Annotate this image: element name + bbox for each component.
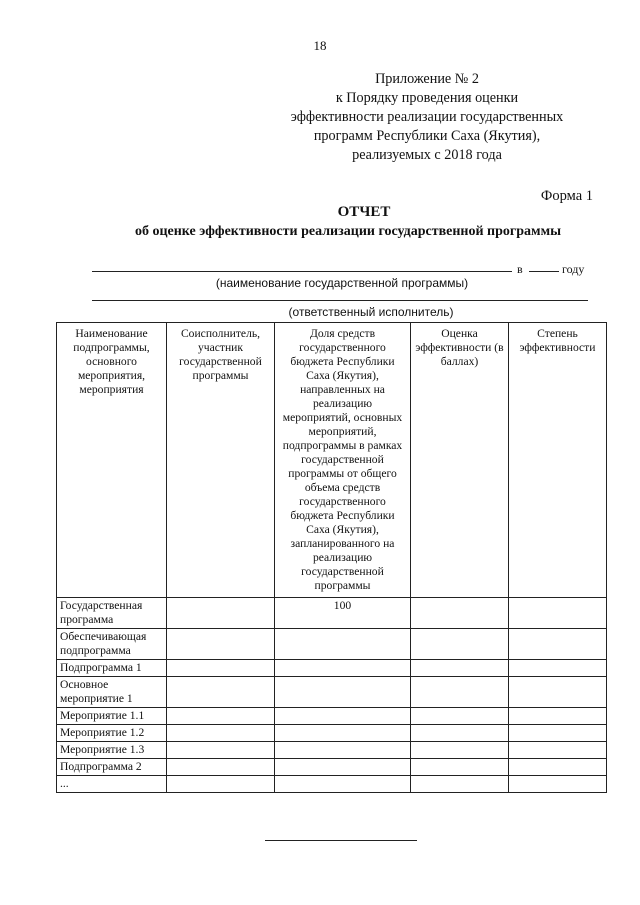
table-row — [57, 598, 607, 629]
report-title: ОТЧЕТ — [337, 204, 391, 220]
row-budget-share — [275, 629, 411, 660]
row-coexecutor — [167, 742, 275, 759]
year-blank — [529, 271, 559, 272]
row-coexecutor — [167, 629, 275, 660]
evaluation-table — [56, 322, 607, 793]
appendix-line: реализуемых с 2018 года — [352, 147, 502, 163]
program-name-blank — [92, 271, 512, 272]
row-name: Мероприятие 1.3 — [57, 742, 167, 759]
row-efficiency-degree — [509, 742, 607, 759]
report-subtitle: об оценке эффективности реализации государственной программы — [134, 224, 562, 239]
appendix-line: эффективности реализации государственных — [290, 109, 564, 125]
row-efficiency-degree — [509, 725, 607, 742]
row-budget-share — [275, 759, 411, 776]
program-name-caption: (наименование государственной программы) — [215, 276, 469, 290]
table-row — [57, 759, 607, 776]
table-row — [57, 660, 607, 677]
year-word: году — [562, 262, 585, 276]
header-score: Оценка эффективности (в баллах) — [411, 323, 509, 598]
row-efficiency-degree — [509, 708, 607, 725]
table-row — [57, 629, 607, 660]
row-score — [411, 725, 509, 742]
row-name: Мероприятие 1.1 — [57, 708, 167, 725]
row-efficiency-degree — [509, 776, 607, 793]
row-budget-share — [275, 708, 411, 725]
row-score — [411, 660, 509, 677]
row-coexecutor — [167, 759, 275, 776]
header-name: Наименование подпрограммы, основного мероприятия, мероприятия — [57, 323, 167, 598]
row-coexecutor — [167, 677, 275, 708]
row-name: Обеспечивающая подпрограмма — [57, 629, 167, 660]
table-header-row — [57, 323, 607, 598]
row-coexecutor — [167, 598, 275, 629]
row-budget-share — [275, 742, 411, 759]
row-name: ... — [57, 776, 167, 793]
row-name: Государственная программа — [57, 598, 167, 629]
table-row — [57, 776, 607, 793]
header-efficiency-degree: Степень эффективности — [509, 323, 607, 598]
row-score — [411, 629, 509, 660]
row-name: Подпрограмма 1 — [57, 660, 167, 677]
row-efficiency-degree — [509, 629, 607, 660]
row-efficiency-degree — [509, 759, 607, 776]
row-coexecutor — [167, 660, 275, 677]
row-efficiency-degree — [509, 598, 607, 629]
row-score — [411, 677, 509, 708]
row-name: Основное мероприятие 1 — [57, 677, 167, 708]
executor-caption: (ответственный исполнитель) — [288, 305, 454, 319]
appendix-header — [262, 70, 592, 165]
table-row — [57, 677, 607, 708]
row-score — [411, 759, 509, 776]
row-name: Мероприятие 1.2 — [57, 725, 167, 742]
form-label: Форма 1 — [540, 188, 593, 204]
executor-blank — [92, 300, 588, 301]
row-efficiency-degree — [509, 677, 607, 708]
appendix-line: к Порядку проведения оценки — [335, 90, 519, 106]
row-coexecutor — [167, 725, 275, 742]
row-score — [411, 598, 509, 629]
row-efficiency-degree — [509, 660, 607, 677]
header-coexecutor: Соисполнитель, участник государственной программы — [167, 323, 275, 598]
row-name: Подпрограмма 2 — [57, 759, 167, 776]
row-coexecutor — [167, 708, 275, 725]
appendix-line: Приложение № 2 — [375, 71, 479, 87]
row-budget-share: 100 — [275, 598, 411, 629]
header-budget-share: Доля средств государственного бюджета Республики Саха (Якутия), направленных на реализацию мероприятий, основных мероприятий, подпрограммы в рамках государственной программы от общего объема средств государственного бюджета Республики Саха (Якутия), запланированного на реализацию государственной программы — [275, 323, 411, 598]
row-budget-share — [275, 677, 411, 708]
row-budget-share — [275, 660, 411, 677]
row-budget-share — [275, 776, 411, 793]
row-score — [411, 776, 509, 793]
row-coexecutor — [167, 776, 275, 793]
table-row — [57, 742, 607, 759]
page-number: 18 — [313, 38, 327, 53]
row-score — [411, 708, 509, 725]
footer-rule — [265, 840, 417, 841]
table-row — [57, 725, 607, 742]
appendix-line: программ Республики Саха (Якутия), — [313, 128, 541, 144]
row-score — [411, 742, 509, 759]
row-budget-share — [275, 725, 411, 742]
table-row — [57, 708, 607, 725]
in-word: в — [517, 262, 523, 276]
